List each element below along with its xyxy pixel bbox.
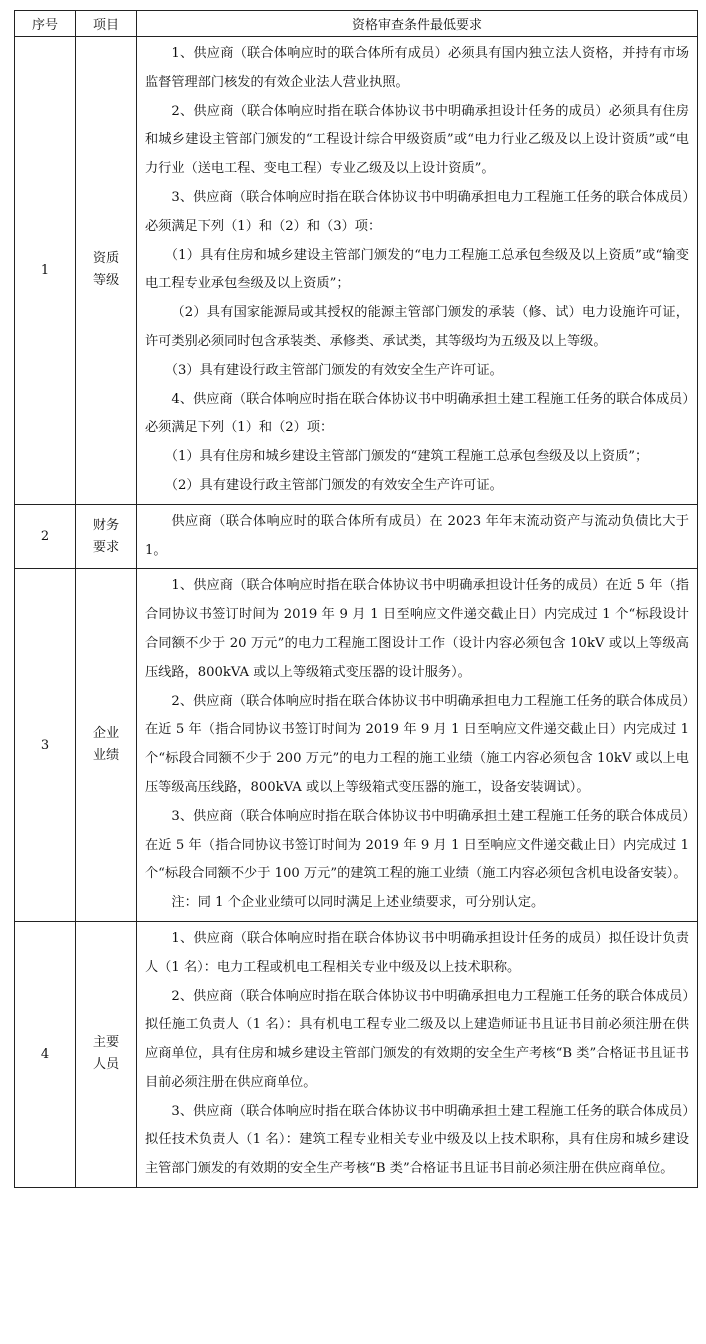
row-requirements [137,37,698,505]
qualification-table-page [14,10,697,1188]
requirement-paragraph: 供应商（联合体响应时的联合体所有成员）在 2023 年年末流动资产与流动负债比大于 1。 [145,513,689,558]
requirement-paragraph: 注：同 1 个企业业绩可以同时满足上述业绩要求，可分别认定。 [171,895,545,911]
row-item-line: 等级 [92,273,120,289]
row-requirements [137,569,698,922]
requirement-paragraph: 3、供应商（联合体响应时指在联合体协议书中明确承担土建工程施工任务的联合体成员）拟任技术负责人（1 名）：建筑工程专业相关专业中级及以上技术职称，具有住房和城乡建设主管部门颁发的有效期的安全生产考核“B 类”合格证书且证书目前必须注册在供应商单位。 [145,1103,689,1177]
header-requirements: 资格审查条件最低要求 [137,11,698,37]
requirement-paragraph: （3）具有建设行政主管部门颁发的有效安全生产许可证。 [164,362,503,378]
requirement-paragraph: 2、供应商（联合体响应时指在联合体协议书中明确承担设计任务的成员）必须具有住房和城乡建设主管部门颁发的“工程设计综合甲级资质”或“电力行业乙级及以上设计资质”或“电力行业（送电工程、变电工程）专业乙级及以上设计资质”。 [145,103,689,177]
row-item-line: 财务 [92,517,120,533]
requirement-paragraph: 2、供应商（联合体响应时指在联合体协议书中明确承担电力工程施工任务的联合体成员）在近 5 年（指合同协议书签订时间为 2019 年 9 月 1 日至响应文件递交截止日）内完成过 1 个“标段合同额不少于 200 万元”的电力工程的施工业绩（施工内容必须包含 10kV 或以上电压等级高压线路，800kVA 或以上等级箱式变压器的施工，设备安装调试）。 [145,693,689,795]
row-serial-no: 2 [15,504,76,569]
header-item: 项目 [76,11,137,37]
table-row [15,37,698,505]
requirement-paragraph: 3、供应商（联合体响应时指在联合体协议书中明确承担土建工程施工任务的联合体成员）在近 5 年（指合同协议书签订时间为 2019 年 9 月 1 日至响应文件递交截止日）内完成过 1 个“标段合同额不少于 100 万元”的建筑工程的施工业绩（施工内容必须包含机电设备安装）。 [145,808,689,882]
requirement-paragraph: （1）具有住房和城乡建设主管部门颁发的“建筑工程施工总承包叁级及以上资质”； [164,449,649,465]
requirement-paragraph: 1、供应商（联合体响应时指在联合体协议书中明确承担设计任务的成员）在近 5 年（指合同协议书签订时间为 2019 年 9 月 1 日至响应文件递交截止日）内完成过 1 个“标段设计合同额不少于 20 万元”的电力工程施工图设计工作（设计内容必须包含 10kV 或以上等级高压线路，800kVA 或以上等级箱式变压器的设计服务）。 [145,578,689,680]
row-serial-no: 4 [15,921,76,1187]
row-requirements [137,921,698,1187]
row-item-line: 企业 [92,726,120,742]
requirement-paragraph: （2）具有国家能源局或其授权的能源主管部门颁发的承装（修、试）电力设施许可证，许可类别必须同时包含承装类、承修类、承试类，其等级均为五级及以上等级。 [145,305,689,349]
qualification-requirements-table [14,10,698,1188]
header-serial-no: 序号 [15,11,76,37]
requirement-paragraph: 1、供应商（联合体响应时指在联合体协议书中明确承担设计任务的成员）拟任设计负责人（1 名）：电力工程或机电工程相关专业中级及以上技术职称。 [145,930,689,975]
row-serial-no: 1 [15,37,76,505]
row-item-line: 资质 [92,251,120,267]
row-item [76,504,137,569]
row-item-line: 主要 [92,1035,120,1051]
row-item [76,37,137,505]
table-row [15,569,698,922]
requirement-paragraph: 4、供应商（联合体响应时指在联合体协议书中明确承担土建工程施工任务的联合体成员）必须满足下列（1）和（2）项： [145,391,689,436]
row-item-line: 业绩 [92,748,120,764]
table-row [15,921,698,1187]
table-header-row [15,11,698,37]
table-row [15,504,698,569]
requirement-paragraph: 2、供应商（联合体响应时指在联合体协议书中明确承担电力工程施工任务的联合体成员）拟任施工负责人（1 名）：具有机电工程专业二级及以上建造师证书且证书目前必须注册在供应商单位，具有住房和城乡建设主管部门颁发的有效期的安全生产考核“B 类”合格证书且证书目前必须注册在供应商单位。 [145,988,689,1090]
row-item [76,921,137,1187]
requirement-paragraph: 3、供应商（联合体响应时指在联合体协议书中明确承担电力工程施工任务的联合体成员）必须满足下列（1）和（2）和（3）项： [145,189,689,234]
row-item [76,569,137,922]
requirement-paragraph: （2）具有建设行政主管部门颁发的有效安全生产许可证。 [164,477,503,493]
requirement-paragraph: （1）具有住房和城乡建设主管部门颁发的“电力工程施工总承包叁级及以上资质”或“输变电工程专业承包叁级及以上资质”； [145,247,689,292]
row-serial-no: 3 [15,569,76,922]
requirement-paragraph: 1、供应商（联合体响应时的联合体所有成员）必须具有国内独立法人资格，并持有市场监督管理部门核发的有效企业法人营业执照。 [145,46,689,90]
row-item-line: 人员 [92,1057,120,1073]
row-requirements [137,504,698,569]
row-item-line: 要求 [92,539,120,555]
